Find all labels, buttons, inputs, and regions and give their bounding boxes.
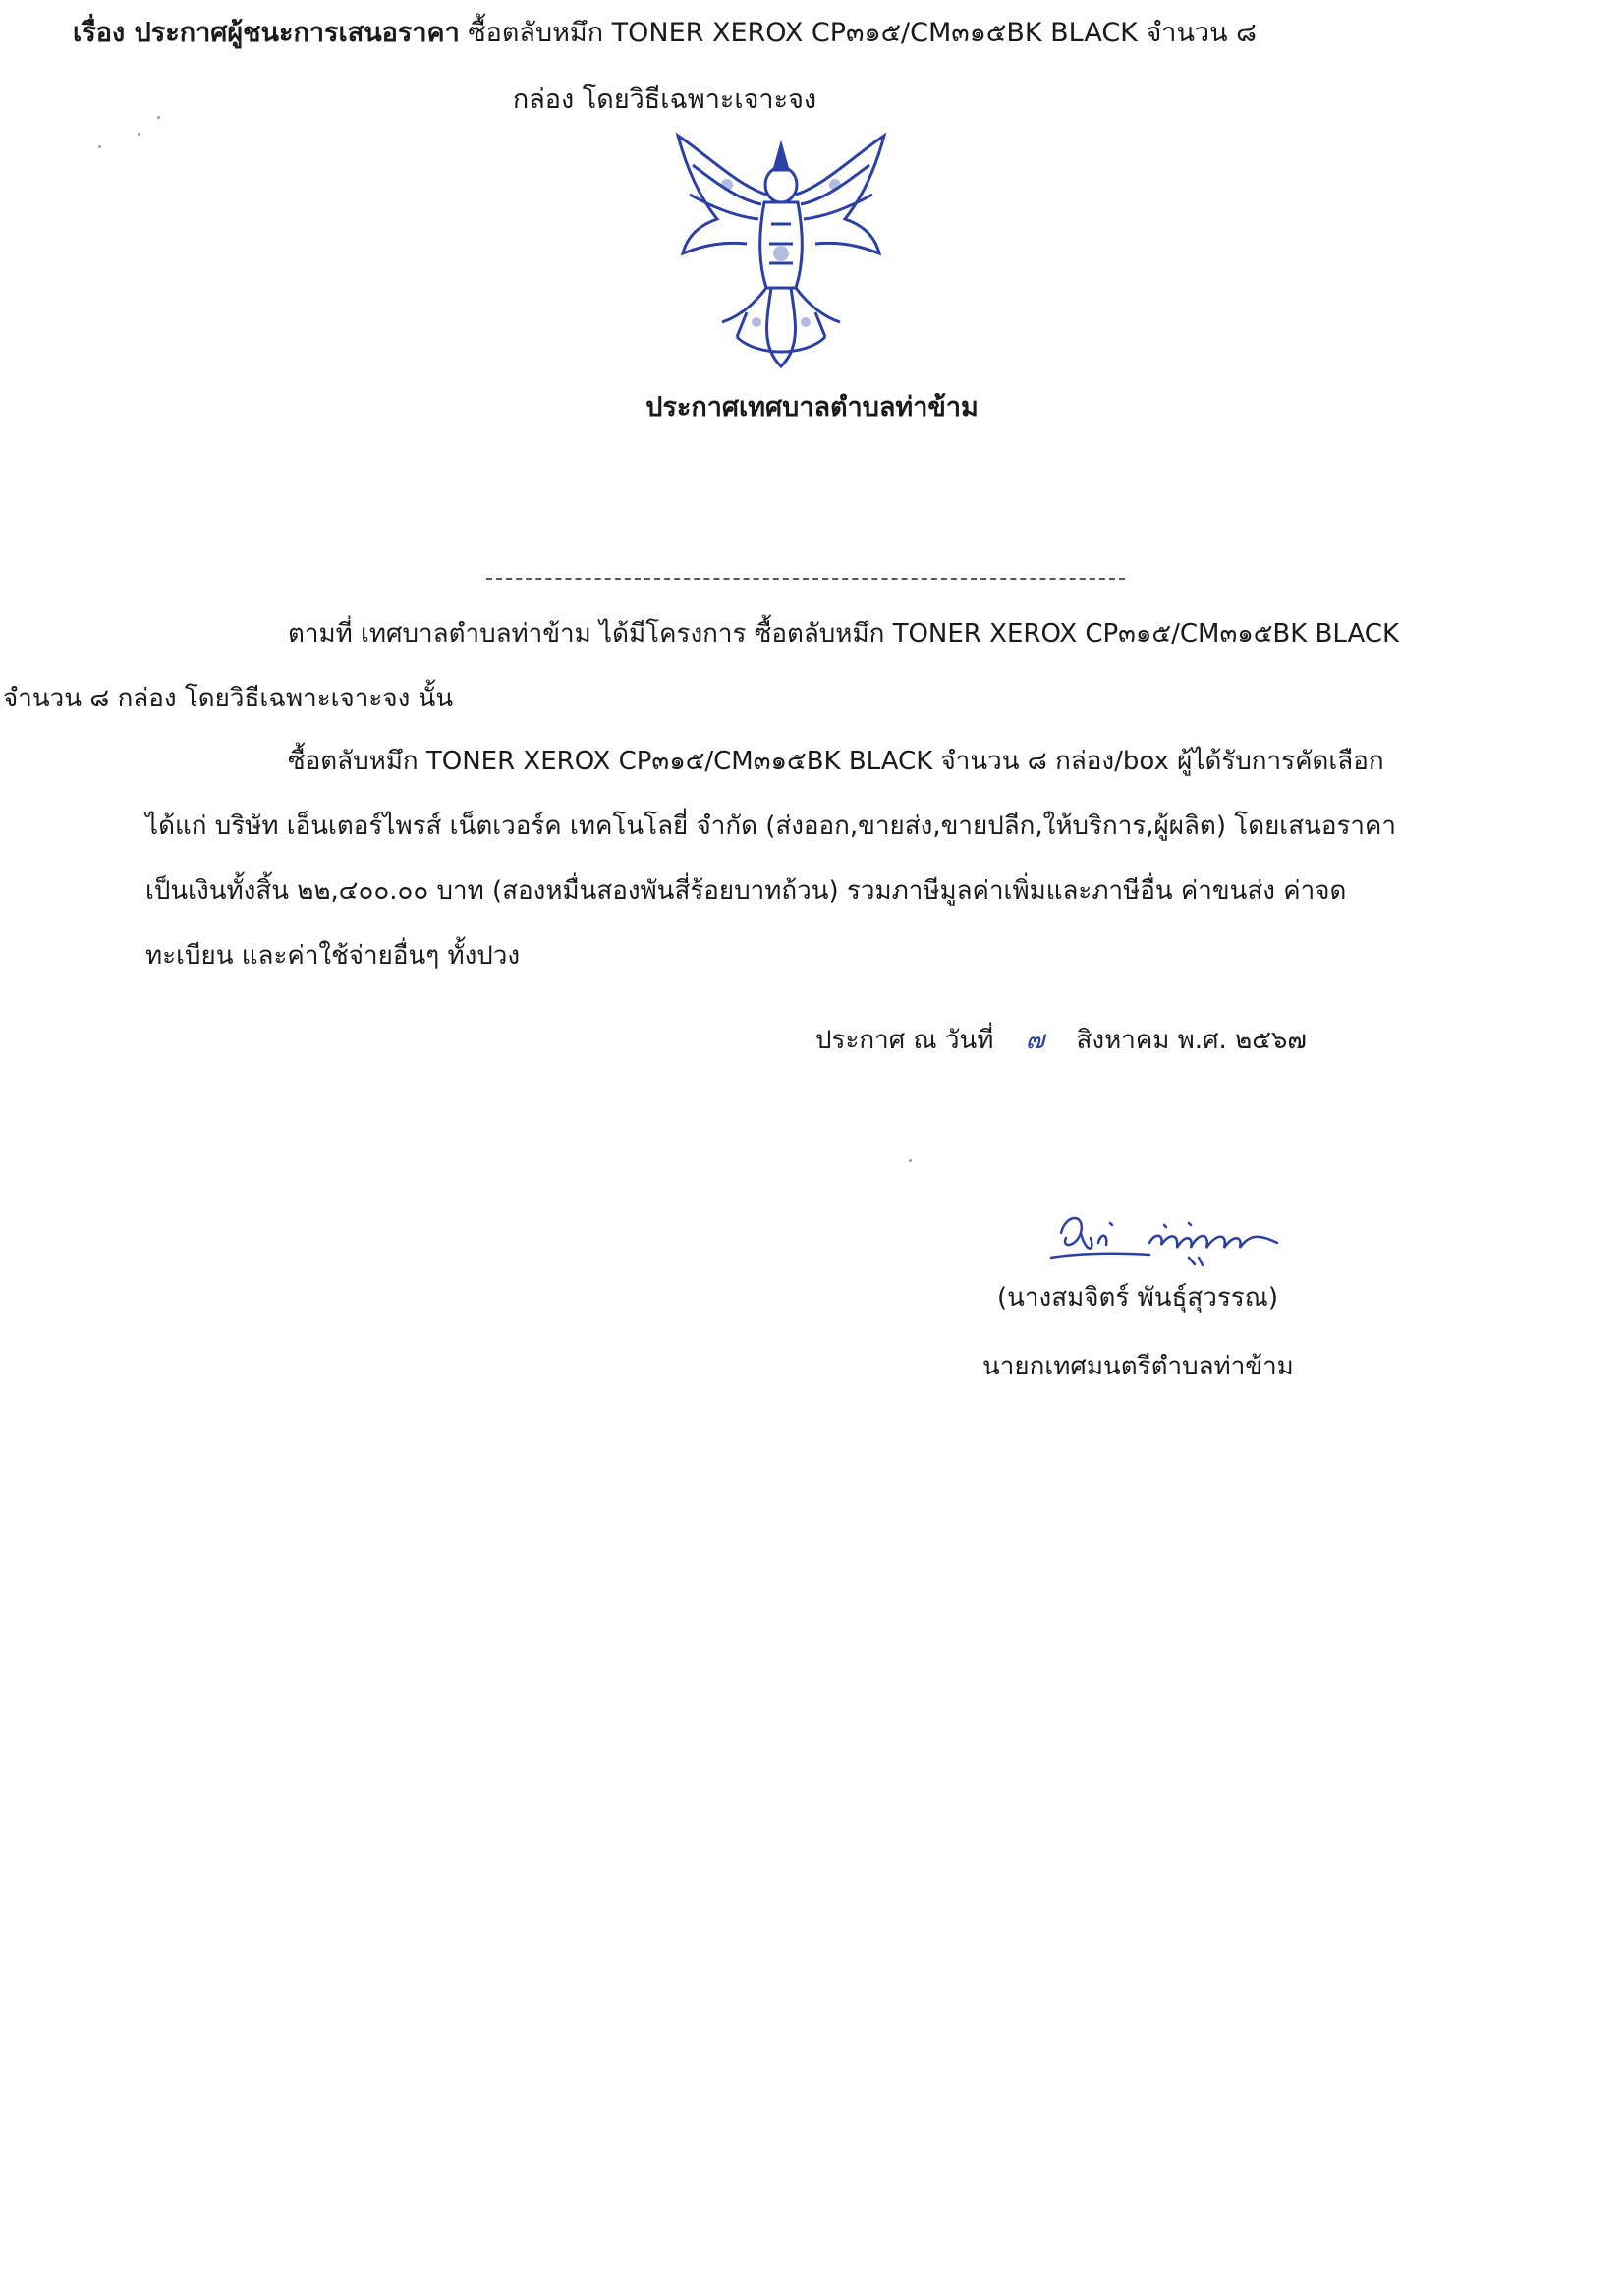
scan-speck: [909, 1159, 912, 1162]
paragraph-intro-line2: จำนวน ๘ กล่อง โดยวิธีเฉพาะเจาะจง นั้น: [3, 684, 454, 713]
subject-label: เรื่อง ประกาศผู้ชนะการเสนอราคา: [73, 18, 460, 48]
paragraph-award-line4: ทะเบียน และค่าใช้จ่ายอื่นๆ ทั้งปวง: [145, 941, 521, 971]
handwritten-signature: [1041, 1204, 1297, 1272]
paragraph-intro: [3, 601, 1452, 731]
signer-name: (นางสมจิตร์ พันธุ์สุวรรณ): [997, 1283, 1279, 1313]
scan-speck: [157, 116, 160, 119]
scan-speck: [138, 133, 140, 136]
scan-speck: [98, 145, 101, 148]
paragraph-intro-line1: ตามที่ เทศบาลตำบลท่าข้าม ได้มีโครงการ ซื้อตลับหมึก TONER XEROX CP๓๑๕/CM๓๑๕BK BLACK: [288, 619, 1400, 648]
paragraph-award-line3: เป็นเงินทั้งสิ้น ๒๒,๔๐๐.๐๐ บาท (สองหมื่นสองพันสี่ร้อยบาทถ้วน) รวมภาษีมูลค่าเพิ่มและภาษีอื่น ค่าขนส่ง ค่าจด: [145, 876, 1347, 906]
garuda-emblem-icon: [668, 126, 894, 371]
subject-text-line1: ซื้อตลับหมึก TONER XEROX CP๓๑๕/CM๓๑๕BK BLACK จำนวน ๘: [468, 18, 1257, 48]
subject-text-line2: กล่อง โดยวิธีเฉพาะเจาะจง: [512, 84, 817, 115]
signer-position: นายกเทศมนตรีตำบลท่าข้าม: [982, 1352, 1294, 1381]
paragraph-award-line2: ได้แก่ บริษัท เอ็นเตอร์ไพรส์ เน็ตเวอร์ค เทคโนโลยี่ จำกัด (ส่งออก,ขายส่ง,ขายปลีก,ให้บริการ,ผู้ผลิต) โดยเสนอราคา: [145, 812, 1397, 841]
paragraph-award: [145, 729, 1452, 988]
subject-heading: [0, 0, 1329, 134]
date-month-year: สิงหาคม พ.ศ. ๒๕๖๗: [1076, 1026, 1307, 1055]
document-title: ประกาศเทศบาลตำบลท่าข้าม: [645, 392, 979, 422]
date-day-handwritten: ๗: [1025, 1026, 1045, 1055]
paragraph-award-line1: ซื้อตลับหมึก TONER XEROX CP๓๑๕/CM๓๑๕BK BLACK จำนวน ๘ กล่อง/box ผู้ได้รับการคัดเลือก: [288, 747, 1384, 776]
dashed-divider: [486, 578, 1125, 580]
date-prefix: ประกาศ ณ วันที่: [815, 1026, 994, 1055]
announcement-date: [815, 1020, 1307, 1060]
